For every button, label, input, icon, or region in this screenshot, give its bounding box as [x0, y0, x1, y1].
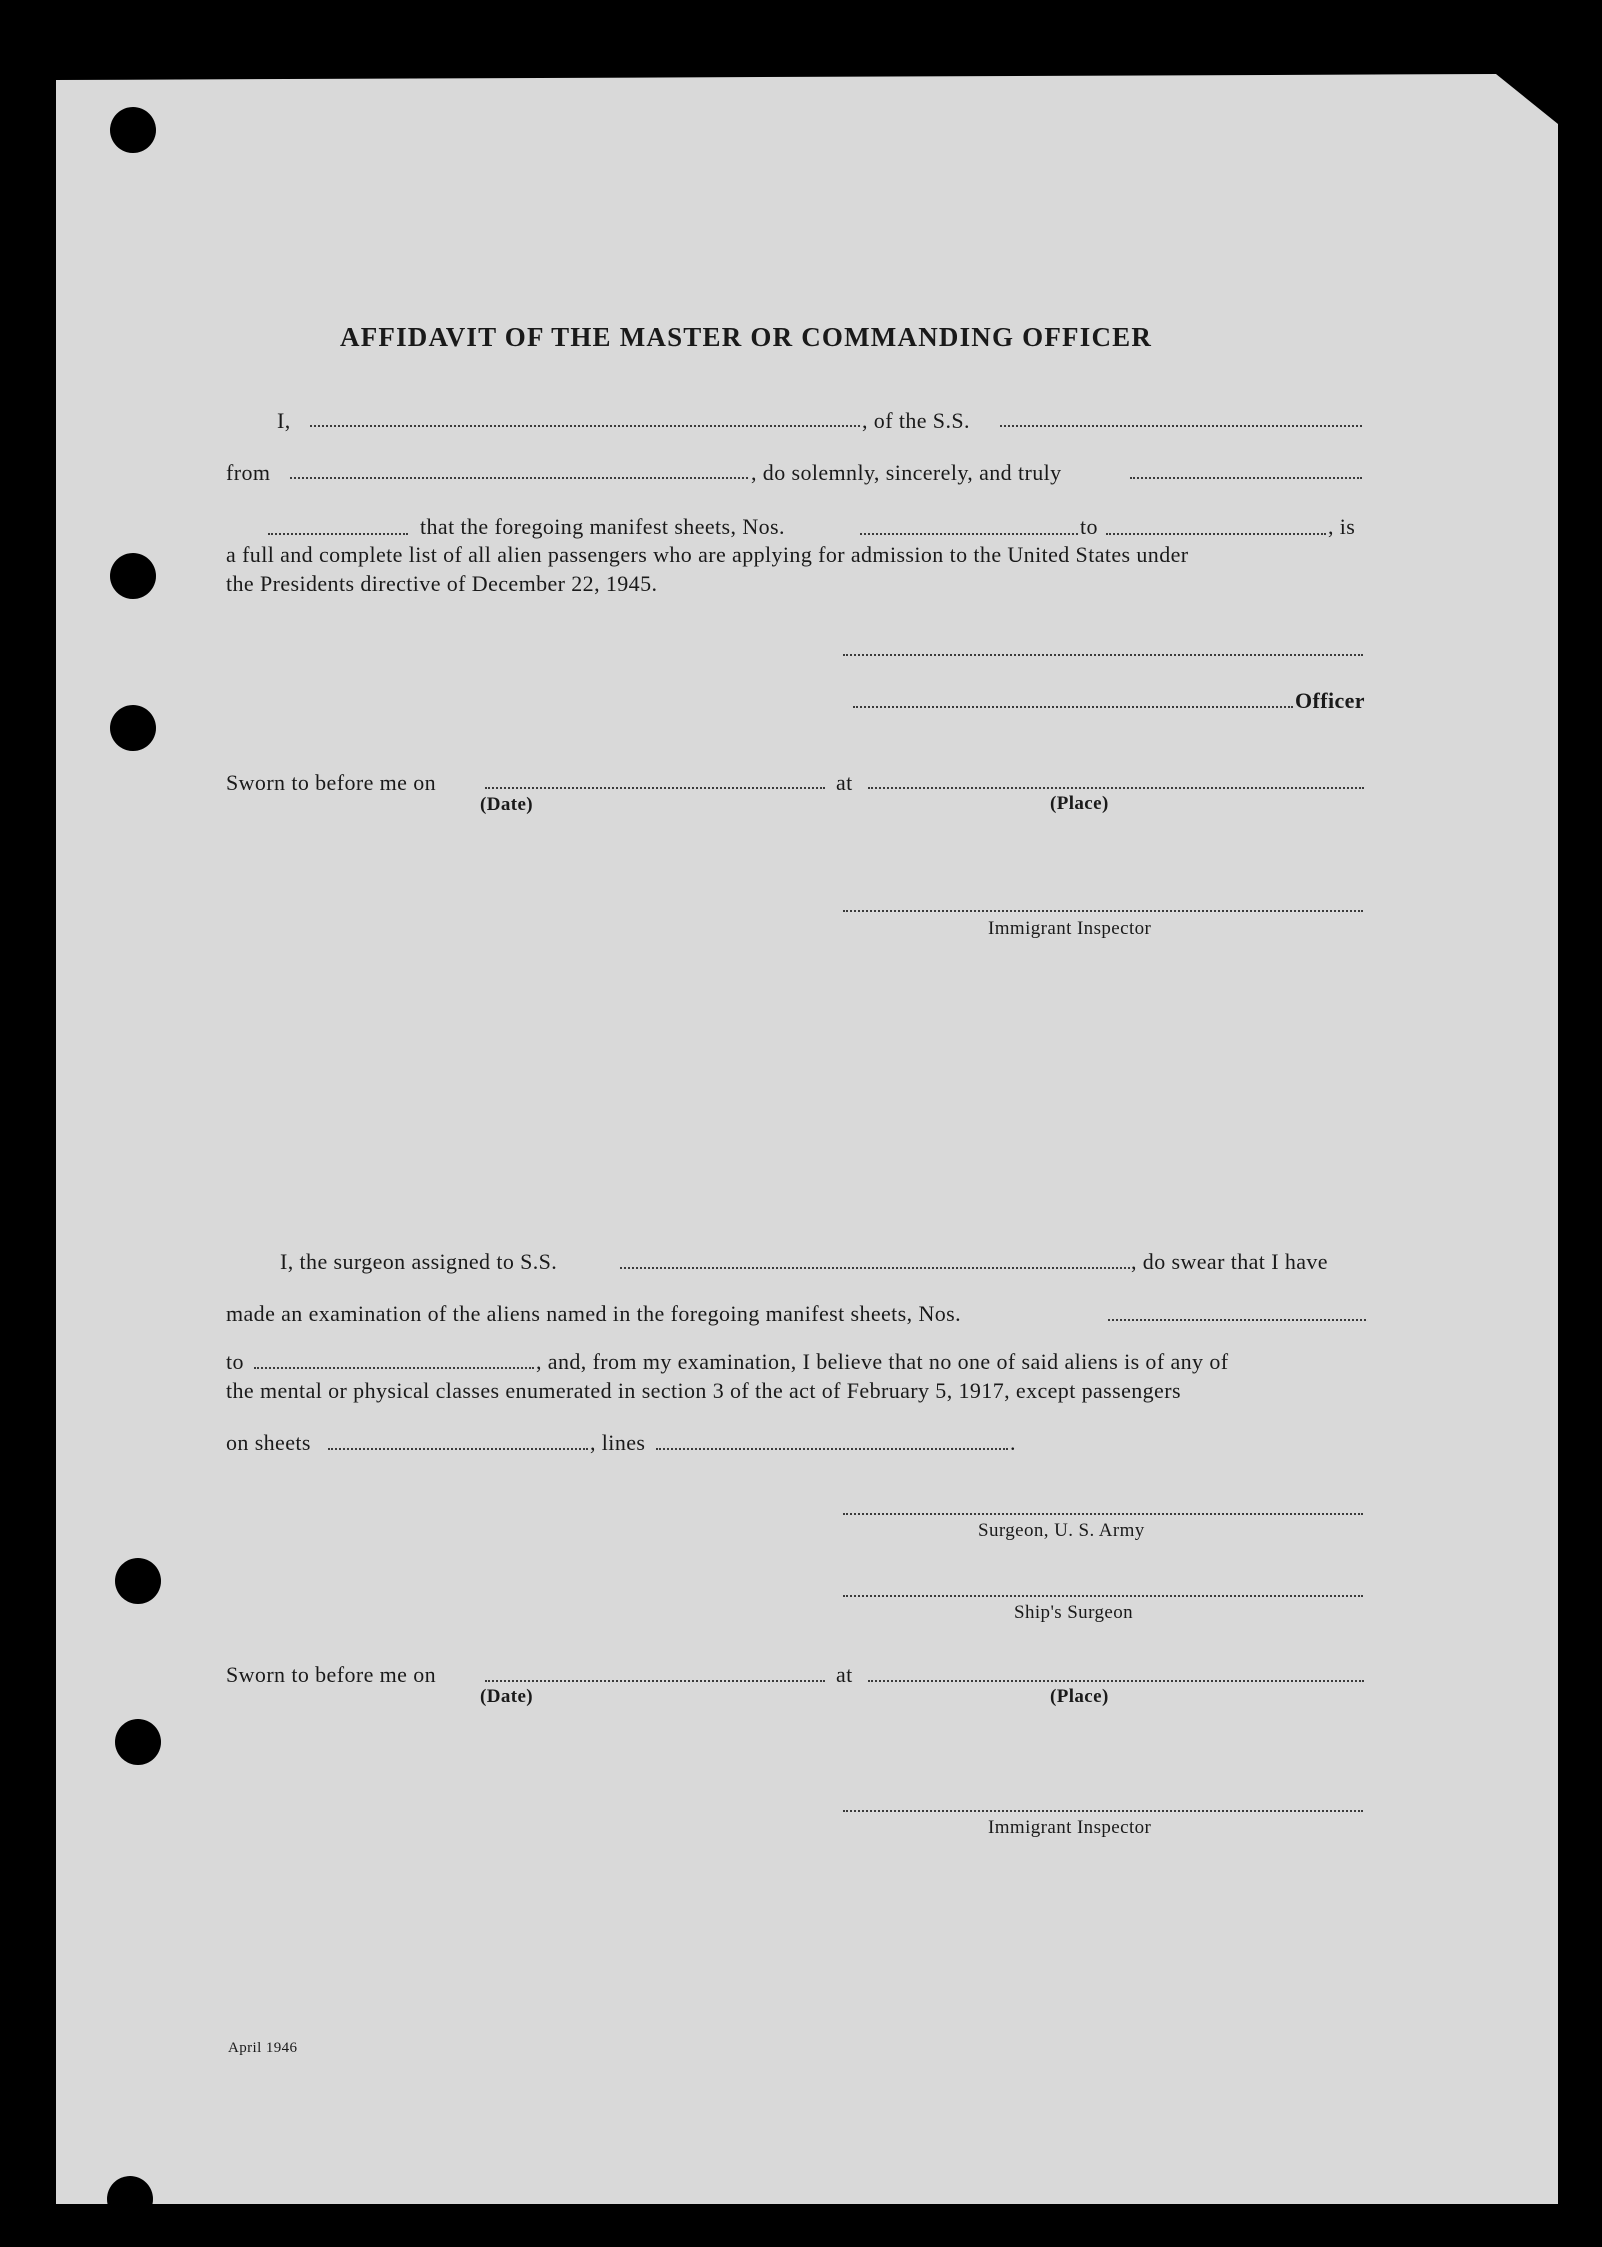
except-lines-field[interactable]: [656, 1448, 1008, 1450]
form-title: AFFIDAVIT OF THE MASTER OR COMMANDING OFFICER: [340, 322, 1153, 352]
except-sheets-field[interactable]: [328, 1448, 588, 1450]
binder-hole: [115, 1719, 161, 1765]
sworn-label: Sworn to before me on: [226, 770, 437, 795]
ship-name-field[interactable]: [1000, 425, 1362, 427]
officer-label: Officer: [1295, 688, 1365, 713]
date-caption: (Date): [480, 794, 534, 815]
at-label-2: at: [836, 1662, 853, 1687]
period-mark: .: [1010, 1430, 1016, 1455]
oath-continued-field[interactable]: [268, 533, 408, 535]
to-label: to: [1080, 514, 1098, 539]
lines-label: , lines: [590, 1430, 646, 1455]
binder-hole: [115, 1558, 161, 1604]
inspector-signature-field[interactable]: [843, 910, 1363, 912]
sworn-date-field-2[interactable]: [485, 1680, 825, 1682]
officer-signature-field[interactable]: [853, 706, 1293, 708]
exam-line: made an examination of the aliens named in the foregoing manifest sheets, Nos.: [226, 1301, 961, 1326]
sworn-label-2: Sworn to before me on: [226, 1662, 437, 1687]
footer-date: April 1946: [228, 2040, 298, 2056]
sworn-date-field[interactable]: [485, 787, 825, 789]
date-caption-2: (Date): [480, 1686, 534, 1707]
inspector-caption-2: Immigrant Inspector: [988, 1817, 1152, 1838]
exam-sheets-from-field[interactable]: [1108, 1319, 1366, 1321]
master-name-field[interactable]: [310, 425, 860, 427]
classes-line: the mental or physical classes enumerated in section 3 of the act of February 5, 1917, except passengers: [226, 1378, 1181, 1403]
sworn-place-field[interactable]: [868, 787, 1364, 789]
army-surgeon-signature-field[interactable]: [843, 1513, 1363, 1515]
from-port-field[interactable]: [290, 477, 748, 479]
at-label: at: [836, 770, 853, 795]
from-label: from: [226, 460, 271, 485]
form-page: [56, 74, 1558, 2204]
solemnly-label: , do solemnly, sincerely, and truly: [751, 460, 1062, 485]
oath-field[interactable]: [1130, 477, 1362, 479]
place-caption-2: (Place): [1050, 1686, 1109, 1707]
i-label: I,: [277, 408, 291, 433]
binder-hole: [107, 2176, 153, 2222]
is-label: , is: [1328, 514, 1356, 539]
ship-surgeon-signature-field[interactable]: [843, 1595, 1363, 1597]
sheets-to-field[interactable]: [1106, 533, 1326, 535]
to-label-2: to: [226, 1349, 244, 1374]
swear-label: , do swear that I have: [1131, 1249, 1328, 1274]
binder-hole: [110, 705, 156, 751]
binder-hole: [110, 107, 156, 153]
place-caption: (Place): [1050, 793, 1109, 814]
surgeon-intro: I, the surgeon assigned to S.S.: [280, 1249, 558, 1274]
statement-line-2: the Presidents directive of December 22, 1945.: [226, 571, 658, 596]
sheets-from-field[interactable]: [860, 533, 1078, 535]
inspector-signature-field-2[interactable]: [843, 1810, 1363, 1812]
of-the-ss-label: , of the S.S.: [862, 408, 970, 433]
belief-line: , and, from my examination, I believe that no one of said aliens is of any of: [536, 1349, 1229, 1374]
master-signature-field[interactable]: [843, 654, 1363, 656]
army-surgeon-caption: Surgeon, U. S. Army: [978, 1520, 1145, 1541]
exam-sheets-to-field[interactable]: [254, 1367, 534, 1369]
sworn-place-field-2[interactable]: [868, 1680, 1364, 1682]
inspector-caption: Immigrant Inspector: [988, 918, 1152, 939]
surgeon-ship-field[interactable]: [620, 1267, 1130, 1269]
statement-line-1: a full and complete list of all alien passengers who are applying for admission to the United States under: [226, 542, 1189, 567]
binder-hole: [110, 553, 156, 599]
on-sheets-label: on sheets: [226, 1430, 311, 1455]
foregoing-sheets-label: that the foregoing manifest sheets, Nos.: [420, 514, 785, 539]
ship-surgeon-caption: Ship's Surgeon: [1014, 1602, 1133, 1623]
